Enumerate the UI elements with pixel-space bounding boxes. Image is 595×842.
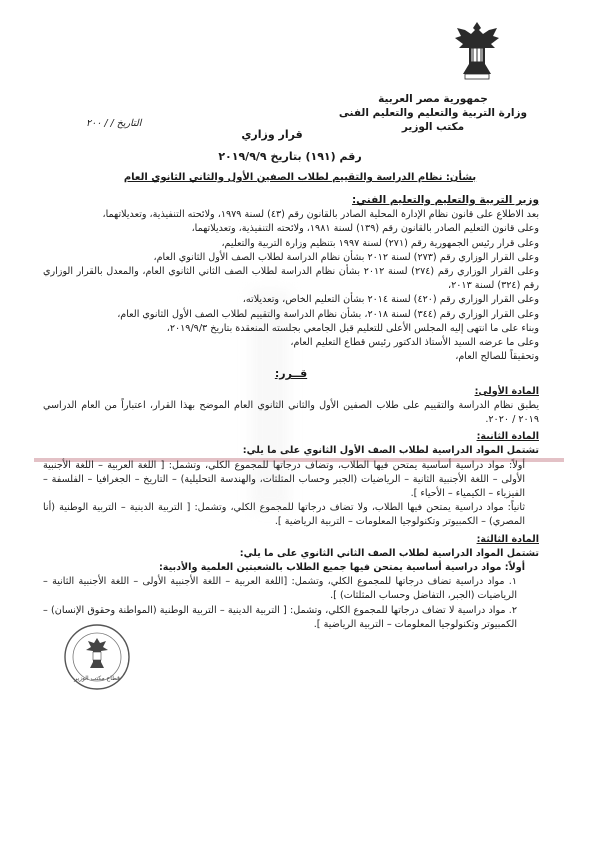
- decree-subject: بشأن: نظام الدراسة والتقييم لطلاب الصفين الأول والثاني الثانوي العام: [123, 172, 477, 183]
- article-2-first: أولاً: مواد دراسية أساسية يمتحن فيها الطلاب، وتضاف درجاتها للمجموع الكلي، وتشمل: [ اللغة العربية – اللغة الأجنبية الأولى – اللغة الأجنبية الثانية – الرياضيات (الجبر وحساب المثلثات، والهندسة التحليلية) – التاريخ – الجغرافيا – الفلسفة – الفيزياء – الكيمياء – الأحياء ].: [43, 459, 525, 500]
- recital: وعلى قانون التعليم الصادر بالقانون رقم (١٣٩) لسنة ١٩٨١، ولائحته التنفيذية، وتعديلاتهما،: [191, 223, 539, 235]
- recital: وعلى القرار الوزاري رقم (٢٧٣) لسنة ٢٠١٢ بشأن نظام الدراسة لطلاب الصف الأول الثانوي العام،: [153, 251, 539, 263]
- decree-body: [43, 193, 539, 632]
- recital: وعلى ما عرضه السيد الأستاذ الدكتور رئيس قطاع التعليم العام،: [290, 337, 539, 349]
- decision-heading: قــرر:: [274, 367, 308, 381]
- eagle-emblem-icon: [451, 18, 503, 80]
- decree-type: قرار وزاري: [241, 128, 303, 141]
- decree-number: رقم (١٩١) بتاريخ ٢٠١٩/٩/٩: [218, 150, 362, 163]
- article-3-item-2: ٢. مواد دراسية لا تضاف درجاتها للمجموع الكلي، وتشمل: [ التربية الدينية – التربية الوطنية (المواطنة وحقوق الإنسان) – الكمبيوتر وتكنولوجيا المعلومات – التربية الرياضية ].: [43, 604, 517, 630]
- article-2-title: المادة الثانية:: [476, 431, 539, 443]
- recital: بعد الاطلاع على قانون نظام الإدارة المحلية الصادر بالقانون رقم (٤٣) لسنة ١٩٧٩، ولائحته التنفيذية، وتعديلاتهما،: [102, 209, 539, 221]
- article-3-title: المادة الثالثة:: [476, 533, 539, 545]
- article-2-intro: تشتمل المواد الدراسية لطلاب الصف الأول الثانوي على ما يلي:: [242, 445, 539, 457]
- date-label: التاريخ / / ٢٠٠: [86, 118, 142, 129]
- ministry-line-ministry: وزارة التربية والتعليم والتعليم الفنى: [338, 107, 528, 119]
- official-stamp-icon: [62, 622, 132, 692]
- ministry-line-office: مكتب الوزير: [401, 121, 465, 133]
- article-3-intro: تشتمل المواد الدراسية لطلاب الصف الثاني الثانوي على ما يلي:: [239, 547, 539, 559]
- ministry-line-country: جمهورية مصر العربية: [378, 93, 488, 105]
- article-3-first: أولاً: مواد دراسية أساسية يمتحن فيها جميع الطلاب بالشعبتين العلمية والأدبية:: [158, 562, 525, 574]
- recital: وعلى القرار الوزاري رقم (٢٧٤) لسنة ٢٠١٢ بشأن نظام الدراسة لطلاب الصف الثاني الثانوي العام، والمعدل بالقرار الوزاري رقم (٣٢٤) لسنة ٢٠١٣،: [43, 266, 540, 292]
- minister-title: وزير التربية والتعليم والتعليم الفني:: [351, 194, 539, 206]
- article-1-title: المادة الأولى:: [474, 385, 539, 397]
- recital: وعلى قرار رئيس الجمهورية رقم (٢٧١) لسنة ١٩٩٧ بتنظيم وزارة التربية والتعليم،: [221, 237, 539, 249]
- stamp-text: قطاع مكتب الوزير: [74, 675, 120, 682]
- article-1-text: يطبق نظام الدراسة والتقييم على طلاب الصفين الأول والثاني الثانوي العام الموضح بهذا القرار، اعتباراً من العام الدراسي ٢٠١٩ / ٢٠٢٠.: [43, 399, 539, 426]
- recital: وعلى القرار الوزاري رقم (٤٢٠) لسنة ٢٠١٤ بشأن التعليم الخاص، وتعديلاته،: [242, 294, 539, 306]
- recital: وبناء على ما انتهى إليه المجلس الأعلى للتعليم قبل الجامعي بجلسته المنعقدة بتاريخ ٢٠١٩/٩/٣،: [166, 322, 539, 334]
- recital: وتحقيقاً للصالح العام،: [455, 351, 539, 363]
- article-2-second: ثانياً: مواد دراسية يمتحن فيها الطلاب، ولا تضاف درجاتها للمجموع الكلي، وتشمل: [ التربية الدينية – التربية الوطنية (أنا المصري) – الكمبيوتر وتكنولوجيا المعلومات – التربية الرياضية ].: [43, 502, 525, 528]
- recital: وعلى القرار الوزاري رقم (٣٤٤) لسنة ٢٠١٨، بشأن نظام الدراسة والتقييم لطلاب الصف الأول الثانوي العام،: [117, 308, 539, 320]
- article-3-item-1: ١. مواد دراسية تضاف درجاتها للمجموع الكلي، وتشمل: [اللغة العربية – اللغة الأجنبية الأولى – اللغة الأجنبية الثانية – الرياضيات (الجبر، التفاضل وحساب المثلثات) ].: [43, 576, 517, 602]
- ministry-header: [333, 92, 533, 134]
